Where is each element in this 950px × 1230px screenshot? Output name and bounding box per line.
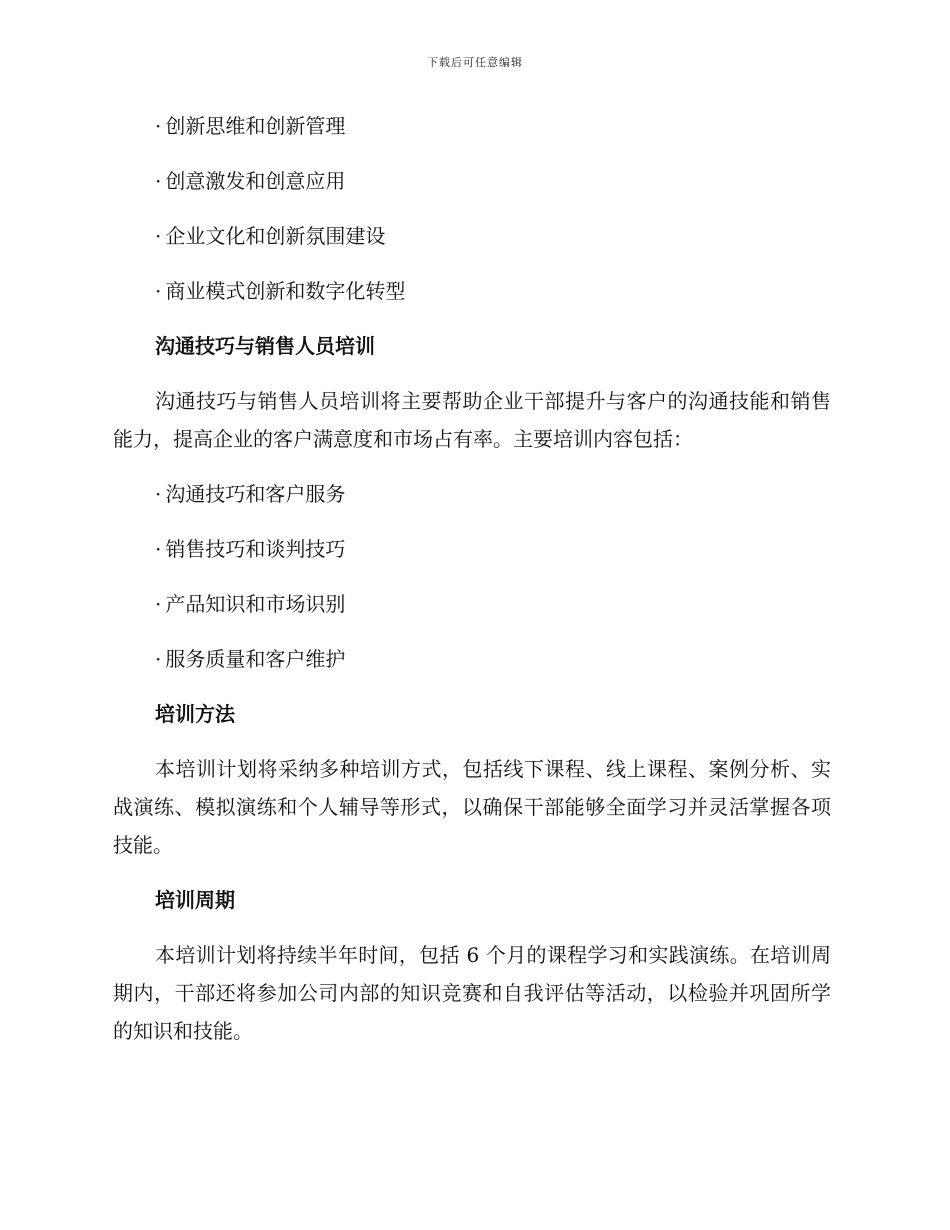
list-item-text: 商业模式创新和数字化转型 <box>165 279 406 303</box>
list-item <box>113 475 831 513</box>
list-item <box>113 585 831 623</box>
list-item <box>113 107 831 145</box>
document-body <box>113 107 831 1067</box>
list-item-text: 销售技巧和谈判技巧 <box>165 537 346 561</box>
section-heading-period: 培训周期 <box>155 888 235 912</box>
bullet-dot: · <box>155 537 162 561</box>
bullet-dot: · <box>155 169 162 193</box>
list-item-text: 沟通技巧和客户服务 <box>165 482 346 506</box>
list-item <box>113 217 831 255</box>
list-item <box>113 530 831 568</box>
list-item <box>113 272 831 310</box>
header-note: 下载后可任意编辑 <box>427 56 523 69</box>
list-item-text: 产品知识和市场识别 <box>165 592 346 616</box>
bullet-dot: · <box>155 279 162 303</box>
section-heading-sales: 沟通技巧与销售人员培训 <box>155 334 375 358</box>
list-item <box>113 162 831 200</box>
section-heading-method: 培训方法 <box>155 702 235 726</box>
paragraph-period: 本培训计划将持续半年时间，包括 6 个月的课程学习和实践演练。在培训周期内，干部还将参加公司内部的知识竞赛和自我评估等活动，以检验并巩固所学的知识和技能。 <box>113 943 831 1043</box>
paragraph-sales: 沟通技巧与销售人员培训将主要帮助企业干部提升与客户的沟通技能和销售能力，提高企业的客户满意度和市场占有率。主要培训内容包括： <box>113 389 831 451</box>
list-item-text: 服务质量和客户维护 <box>165 647 346 671</box>
bullet-dot: · <box>155 592 162 616</box>
list-item-text: 创意激发和创意应用 <box>165 169 346 193</box>
bullet-dot: · <box>155 482 162 506</box>
paragraph-method: 本培训计划将采纳多种培训方式，包括线下课程、线上课程、案例分析、实战演练、模拟演练和个人辅导等形式，以确保干部能够全面学习并灵活掌握各项技能。 <box>113 757 831 857</box>
list-item <box>113 640 831 678</box>
bullet-dot: · <box>155 224 162 248</box>
bullet-dot: · <box>155 114 162 138</box>
bullet-dot: · <box>155 647 162 671</box>
list-item-text: 企业文化和创新氛围建设 <box>165 224 386 248</box>
list-item-text: 创新思维和创新管理 <box>165 114 346 138</box>
